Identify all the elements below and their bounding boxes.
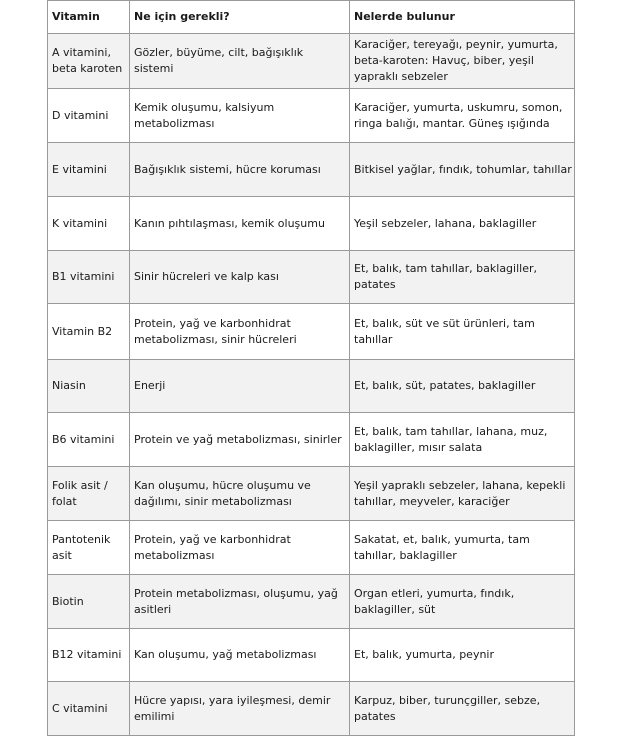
header-sources: Nelerde bulunur	[350, 1, 575, 34]
purpose-cell: Protein, yağ ve karbonhidrat metabolizması	[130, 521, 350, 575]
purpose-cell: Hücre yapısı, yara iyileşmesi, demir emilimi	[130, 682, 350, 736]
purpose-cell: Sinir hücreleri ve kalp kası	[130, 251, 350, 304]
purpose-cell: Protein metabolizması, oluşumu, yağ asitleri	[130, 575, 350, 629]
sources-cell: Organ etleri, yumurta, fındık, baklagiller, süt	[350, 575, 575, 629]
sources-cell: Et, balık, süt ve süt ürünleri, tam tahıllar	[350, 304, 575, 360]
sources-cell: Yeşil sebzeler, lahana, baklagiller	[350, 197, 575, 251]
sources-cell: Karaciğer, yumurta, uskumru, somon, ringa balığı, mantar. Güneş ışığında	[350, 89, 575, 143]
vitamin-table-container	[47, 0, 574, 736]
table-header-row	[48, 1, 575, 34]
vitamin-cell: B6 vitamini	[48, 413, 130, 467]
table-row	[48, 143, 575, 197]
table-row	[48, 682, 575, 736]
purpose-cell: Gözler, büyüme, cilt, bağışıklık sistemi	[130, 34, 350, 89]
table-row	[48, 197, 575, 251]
purpose-cell: Kan oluşumu, hücre oluşumu ve dağılımı, sinir metabolizması	[130, 467, 350, 521]
table-row	[48, 251, 575, 304]
sources-cell: Yeşil yapraklı sebzeler, lahana, kepekli tahıllar, meyveler, karaciğer	[350, 467, 575, 521]
vitamin-cell: D vitamini	[48, 89, 130, 143]
sources-cell: Et, balık, yumurta, peynir	[350, 629, 575, 682]
sources-cell: Et, balık, tam tahıllar, baklagiller, patates	[350, 251, 575, 304]
table-row	[48, 467, 575, 521]
vitamin-cell: Niasin	[48, 360, 130, 413]
purpose-cell: Kan oluşumu, yağ metabolizması	[130, 629, 350, 682]
sources-cell: Bitkisel yağlar, fındık, tohumlar, tahıllar	[350, 143, 575, 197]
vitamin-cell: C vitamini	[48, 682, 130, 736]
table-row	[48, 304, 575, 360]
sources-cell: Sakatat, et, balık, yumurta, tam tahıllar, baklagiller	[350, 521, 575, 575]
table-row	[48, 360, 575, 413]
vitamin-cell: K vitamini	[48, 197, 130, 251]
table-row	[48, 34, 575, 89]
vitamin-cell: Pantotenik asit	[48, 521, 130, 575]
purpose-cell: Kemik oluşumu, kalsiyum metabolizması	[130, 89, 350, 143]
purpose-cell: Bağışıklık sistemi, hücre koruması	[130, 143, 350, 197]
table-row	[48, 521, 575, 575]
vitamin-cell: B12 vitamini	[48, 629, 130, 682]
table-row	[48, 413, 575, 467]
sources-cell: Et, balık, tam tahıllar, lahana, muz, baklagiller, mısır salata	[350, 413, 575, 467]
vitamin-table	[47, 0, 575, 736]
vitamin-cell: A vitamini, beta karoten	[48, 34, 130, 89]
purpose-cell: Protein ve yağ metabolizması, sinirler	[130, 413, 350, 467]
purpose-cell: Kanın pıhtılaşması, kemik oluşumu	[130, 197, 350, 251]
vitamin-cell: E vitamini	[48, 143, 130, 197]
vitamin-cell: Vitamin B2	[48, 304, 130, 360]
table-row	[48, 575, 575, 629]
purpose-cell: Protein, yağ ve karbonhidrat metabolizması, sinir hücreleri	[130, 304, 350, 360]
table-row	[48, 89, 575, 143]
sources-cell: Et, balık, süt, patates, baklagiller	[350, 360, 575, 413]
table-row	[48, 629, 575, 682]
purpose-cell: Enerji	[130, 360, 350, 413]
sources-cell: Karpuz, biber, turunçgiller, sebze, patates	[350, 682, 575, 736]
vitamin-cell: Biotin	[48, 575, 130, 629]
sources-cell: Karaciğer, tereyağı, peynir, yumurta, beta-karoten: Havuç, biber, yeşil yapraklı sebzeler	[350, 34, 575, 89]
header-vitamin: Vitamin	[48, 1, 130, 34]
vitamin-cell: B1 vitamini	[48, 251, 130, 304]
vitamin-cell: Folik asit / folat	[48, 467, 130, 521]
header-purpose: Ne için gerekli?	[130, 1, 350, 34]
